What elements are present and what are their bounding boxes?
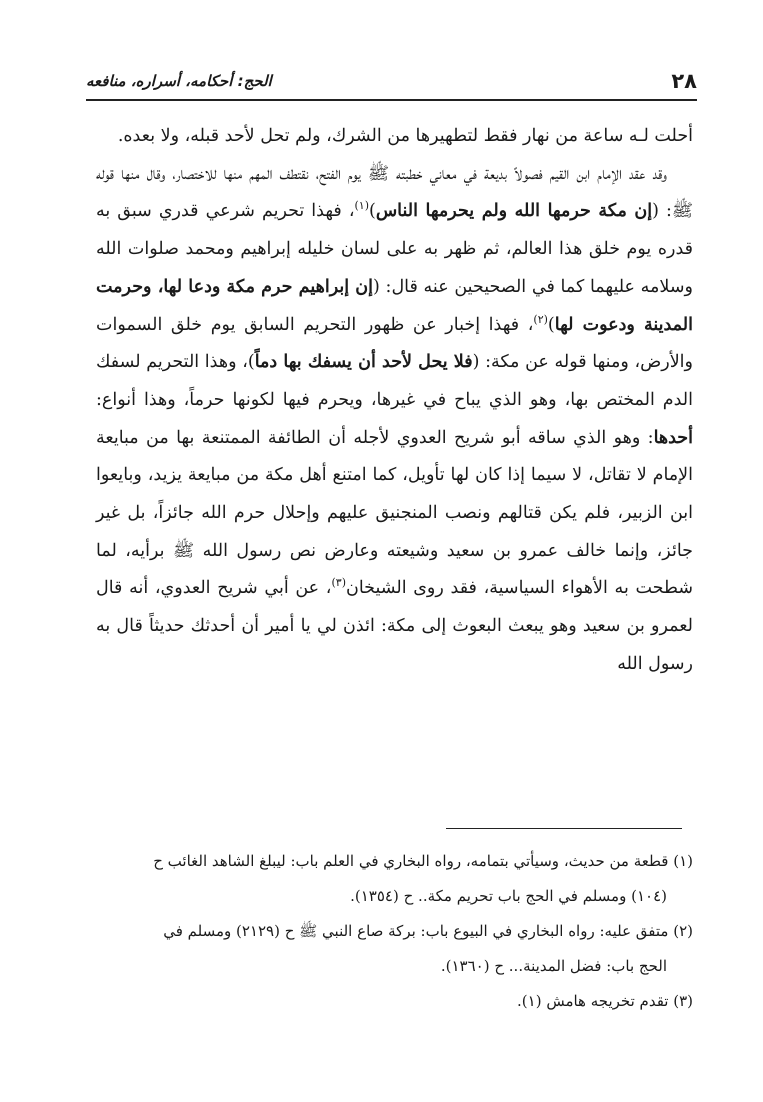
- paragraph-continuation: أحلت لـه ساعة من نهار فقط لتطهيرها من الشرك، ولم تحل لأحد قبله، ولا بعده.: [117, 126, 693, 146]
- page-number: ٢٨: [671, 69, 697, 93]
- footnote-ref-2: (٢): [533, 312, 548, 326]
- text-run: ، وهذا التحريم لسفك الدم المختص بها، وهو الذي يباح في غيرها، ويحرم فيها لكونها حرماً، وهذا أنواع:: [96, 352, 693, 410]
- footnote-2-line-2: الحج باب: فضل المدينة... ح (١٣٦٠).: [440, 957, 667, 975]
- header-rule: [86, 99, 697, 101]
- running-header: [86, 66, 697, 96]
- footnote-1-line-2: (١٠٤) ومسلم في الحج باب تحريم مكة.. ح (١٣٥٤).: [350, 887, 667, 905]
- text-run: وقد عقد الإمام ابن القيم فصولاً بديعة في معاني خطبته ﷺ يوم الفتح، نقتطف المهم منها للاختصار، وقال منها قوله ﷺ: (: [96, 163, 693, 222]
- footnote-3: (٣) تقدم تخريجه هامش (١).: [517, 992, 693, 1010]
- footnote-2-line-1: (٢) متفق عليه: رواه البخاري في البيوع باب: بركة صاع النبي ﷺ ح (٢١٢٩) ومسلم في: [163, 922, 693, 940]
- text-run: ، فهذا إخبار عن ظهور التحريم السابق يوم خلق السموات والأرض، ومنها قوله عن مكة: (: [96, 314, 693, 373]
- hadith-quote-1: إن مكة حرمها الله ولم يحرمها الناس: [375, 201, 653, 222]
- hadith-quote-2: إن إبراهيم حرم مكة ودعا لها، وحرمت المدينة ودعوت لها: [96, 276, 693, 335]
- footnote-ref-1: (١): [354, 199, 369, 213]
- text-run: : وهو الذي ساقه أبو شريح العدوي لأجله أن الطائفة الممتنعة بها من مبايعة الإمام لا تقاتل، لا سيما إذا كان لها تأويل، كما امتنع أهل مكة من مبايعة يزيد، وبايعوا ابن الزبير، فلم يكن قتالهم ونصب المنجنيق عليهم وإحلال حرم الله جائزاً، بل غير جائز، وإنما خالف عمرو بن سعيد وشيعته وعارض نص رسول الله ﷺ برأيه، لما شطحت به الأهواء السياسية، فقد روى الشيخان: [96, 427, 693, 599]
- text-run: ، فهذا تحريم شرعي قدري سبق به قدره يوم خلق هذا العالم، ثم ظهر به على لسان خليله إبراهيم ومحمد صلوات الله وسلامه عليهما كما في الصحيحين عنه قال: (: [96, 201, 693, 297]
- main-text: [96, 118, 693, 684]
- footnote-ref-3: (٣): [331, 576, 346, 590]
- text-run: ، عن أبي شريح العدوي، أنه قال لعمرو بن سعيد وهو يبعث البعوث إلى مكة: ائذن لي يا أمير أن أحدثك حديثاً قال به رسول الله: [96, 578, 693, 674]
- footnote-separator: [446, 828, 682, 829]
- running-title: الحج: أحكامه، أسراره، منافعه: [86, 72, 272, 90]
- first-type-label: أحدها: [653, 427, 693, 448]
- hadith-quote-3: فلا يحل لأحد أن يسفك بها دماً: [254, 352, 473, 373]
- footnotes: [80, 846, 693, 1021]
- footnote-1-line-1: (١) قطعة من حديث، وسيأتي بتمامه، رواه البخاري في العلم باب: ليبلغ الشاهد الغائب ح: [153, 852, 693, 870]
- paragraph-ibn-alqayyim: وقد عقد الإمام ابن القيم فصولاً بديعة في معاني خطبته ﷺ يوم الفتح، نقتطف المهم منها للاختصار، وقال منها قوله ﷺ: (إن مكة حرمها الله ولم يحرمها الناس)$^{(١)}$، فهذا تحريم شرعي قدري سبق به قدره يوم خلق هذا العالم، ثم ظهر به على لسان خليله إبراهيم ومحمد صلوات الله وسلامه عليهما كما في الصحيحين عنه قال: (إن إبراهيم حرم مكة ودعا لها، وحرمت المدينة ودعوت لها)$^{(٢)}$، فهذا إخبار عن ظهور التحريم السابق يوم خلق السموات والأرض، ومنها قوله عن مكة: (فلا يحل لأحد أن يسفك بها دماً)، وهذا التحريم لسفك الدم المختص بها، وهو الذي يباح في غيرها، ويحرم فيها لكونها حرماً، وهذا أنواع: أحدها: وهو الذي ساقه أبو شريح العدوي لأجله أن الطائفة الممتنعة بها من مبايعة الإمام لا تقاتل، لا سيما إذا كان لها تأويل، كما امتنع أهل مكة من مبايعة يزيد، وبايعوا ابن الزبير، فلم يكن قتالهم ونصب المنجنيق عليهم وإحلال حرم الله جائزاً، بل غير جائز، وإنما خالف عمرو بن سعيد وشيعته وعارض نص رسول الله ﷺ برأيه، لما شطحت به الأهواء السياسية، فقد روى الشيخان$^{(٣)}$، عن أبي شريح العدوي، أنه قال لعمرو بن سعيد وهو يبعث البعوث إلى مكة: ائذن لي يا أمير أن أحدثك حديثاً قال به رسول الله: [96, 163, 693, 674]
